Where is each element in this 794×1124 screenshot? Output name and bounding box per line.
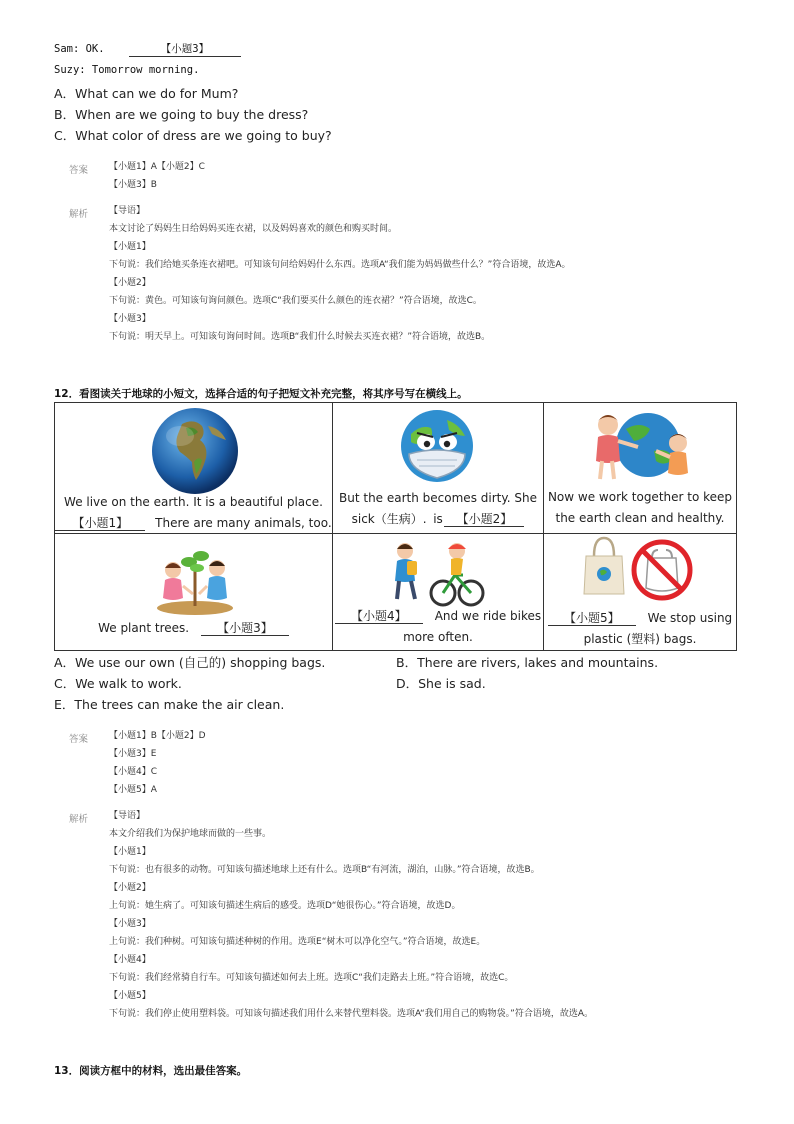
analysis-line: 下句说：也有很多的动物。可知该句描述地球上还有什么。选项B“有河流，湖泊，山脉。”符合语境，故选B。 <box>109 865 540 875</box>
cell6-line2: plastic (塑料) bags. <box>583 632 697 646</box>
cell6-line1 <box>544 608 736 629</box>
q11-option-b: B．When are we going to buy the dress? <box>54 107 309 122</box>
tote-bag-icon <box>582 536 626 596</box>
analysis-line: 【小题1】 <box>109 847 151 857</box>
cell6-text: We stop using <box>647 611 733 625</box>
answer-blank-1[interactable]: 【小题1】 <box>55 516 145 531</box>
q12-answer-line: 【小题4】C <box>109 767 158 777</box>
dialogue-suzy: Suzy: Tomorrow morning. <box>54 64 200 76</box>
analysis-line: 【小题3】 <box>109 314 151 324</box>
analysis-line: 下句说：明天早上。可知该句询问时间。选项B“我们什么时候去买连衣裙？”符合语境，故选B。 <box>109 332 491 342</box>
q12-option-e: E．The trees can make the air clean. <box>54 697 285 712</box>
q11-option-c: C．What color of dress are we going to buy? <box>54 128 332 143</box>
answer-blank-2[interactable]: 【小题2】 <box>444 512 524 527</box>
cell2-line1: But the earth becomes dirty. She is <box>339 491 537 526</box>
analysis-line: 【导语】 <box>109 206 146 216</box>
q11-analysis-label: 解析 <box>69 209 89 220</box>
q12-option-c: C．We walk to work. <box>54 676 182 691</box>
cell1-line2 <box>55 513 332 534</box>
analysis-line: 下句说：我们停止使用塑料袋。可知该句描述我们用什么来替代塑料袋。选项A“我们用自己的购物袋。”符合语境，故选A。 <box>109 1009 593 1019</box>
kids-planting-tree-icon <box>155 544 235 616</box>
analysis-line: 【小题2】 <box>109 278 151 288</box>
analysis-line: 【小题1】 <box>109 242 151 252</box>
kids-walking-and-biking-icon <box>385 537 485 609</box>
q12-option-d: D．She is sad. <box>396 676 486 691</box>
q12-answer-line: 【小题3】E <box>109 749 157 759</box>
cell-ride-bikes <box>333 534 544 651</box>
cell-plant-trees <box>55 534 333 651</box>
answer-blank-5[interactable]: 【小题5】 <box>548 611 636 626</box>
cell1-line1: We live on the earth. It is a beautiful place. <box>64 495 323 509</box>
analysis-line: 本文讨论了妈妈生日给妈妈买连衣裙，以及妈妈喜欢的颜色和购买时间。 <box>109 224 398 234</box>
q12-answer-label: 答案 <box>69 734 89 745</box>
cell1-text: There are many animals, too. <box>155 516 332 530</box>
cell-hug-earth <box>544 403 737 534</box>
no-plastic-bag-icon <box>630 538 694 602</box>
earth-globe-icon <box>150 406 240 496</box>
q12-picture-table <box>54 402 737 651</box>
cell4-text: We plant trees. <box>98 621 190 635</box>
q12-title: 12．看图读关于地球的小短文，选择合适的句子把短文补充完整，将其序号写在横线上。 <box>54 388 468 400</box>
analysis-line: 上句说：她生病了。可知该句描述生病后的感受。选项D“她很伤心。”符合语境，故选D。 <box>109 901 461 911</box>
analysis-line: 下句说：我们给她买条连衣裙吧。可知该句问给妈妈什么东西。选项A“我们能为妈妈做些什么？”符合语境，故选A。 <box>109 260 571 270</box>
analysis-line: 【导语】 <box>109 811 146 821</box>
q12-answer-line: 【小题1】B【小题2】D <box>109 731 206 741</box>
dialogue-sam <box>54 42 241 57</box>
q12-answer-block <box>109 727 206 799</box>
sick-earth-mask-icon <box>395 406 479 490</box>
analysis-line: 下句说：我们经常骑自行车。可知该句描述如何去上班。选项C“我们走路去上班。”符合语境，故选C。 <box>109 973 514 983</box>
q11-answer-block <box>109 158 205 194</box>
q12-answer-line: 【小题5】A <box>109 785 157 795</box>
cell3-line2: the earth clean and healthy. <box>555 511 725 525</box>
q11-answer-label: 答案 <box>69 165 89 176</box>
analysis-line: 下句说：黄色。可知该句询问颜色。选项C“我们要买什么颜色的连衣裙？”符合语境，故选C。 <box>109 296 482 306</box>
cell4-line <box>55 618 332 639</box>
q13-title: 13．阅读方框中的材料，选出最佳答案。 <box>54 1065 248 1077</box>
q12-option-b: B．There are rivers, lakes and mountains. <box>396 655 659 670</box>
answer-blank-3b[interactable]: 【小题3】 <box>201 621 289 636</box>
cell5-line1 <box>333 606 543 627</box>
cell2-text: sick（生病）. <box>351 512 427 526</box>
analysis-line: 上句说：我们种树。可知该句描述种树的作用。选项E“树木可以净化空气。”符合语境，故选E。 <box>109 937 486 947</box>
q12-analysis-label: 解析 <box>69 814 89 825</box>
q11-option-a: A．What can we do for Mum? <box>54 86 239 101</box>
cell5-line2: more often. <box>403 630 473 644</box>
answer-blank-3[interactable]: 【小题3】 <box>129 42 241 57</box>
q11-answer-line: 【小题1】A【小题2】C <box>109 162 205 172</box>
cell3-line1: Now we work together to keep <box>547 490 733 504</box>
cell-no-plastic <box>544 534 737 651</box>
q11-answer-line: 【小题3】B <box>109 180 157 190</box>
kids-hugging-earth-icon <box>584 407 696 487</box>
cell-earth <box>55 403 333 534</box>
q12-analysis-block <box>109 807 593 1023</box>
analysis-line: 本文介绍我们为保护地球而做的一些事。 <box>109 829 272 839</box>
analysis-line: 【小题4】 <box>109 955 151 965</box>
q11-analysis-block <box>109 202 570 346</box>
cell5-text: And we ride bikes <box>434 609 542 623</box>
analysis-line: 【小题5】 <box>109 991 151 1001</box>
sam-line: Sam: OK. <box>54 43 105 55</box>
analysis-line: 【小题2】 <box>109 883 151 893</box>
answer-blank-4[interactable]: 【小题4】 <box>335 609 423 624</box>
cell-sick-earth <box>333 403 544 534</box>
analysis-line: 【小题3】 <box>109 919 151 929</box>
q12-option-a: A．We use our own (自己的) shopping bags. <box>54 655 326 670</box>
cell2-line2 <box>333 509 543 530</box>
